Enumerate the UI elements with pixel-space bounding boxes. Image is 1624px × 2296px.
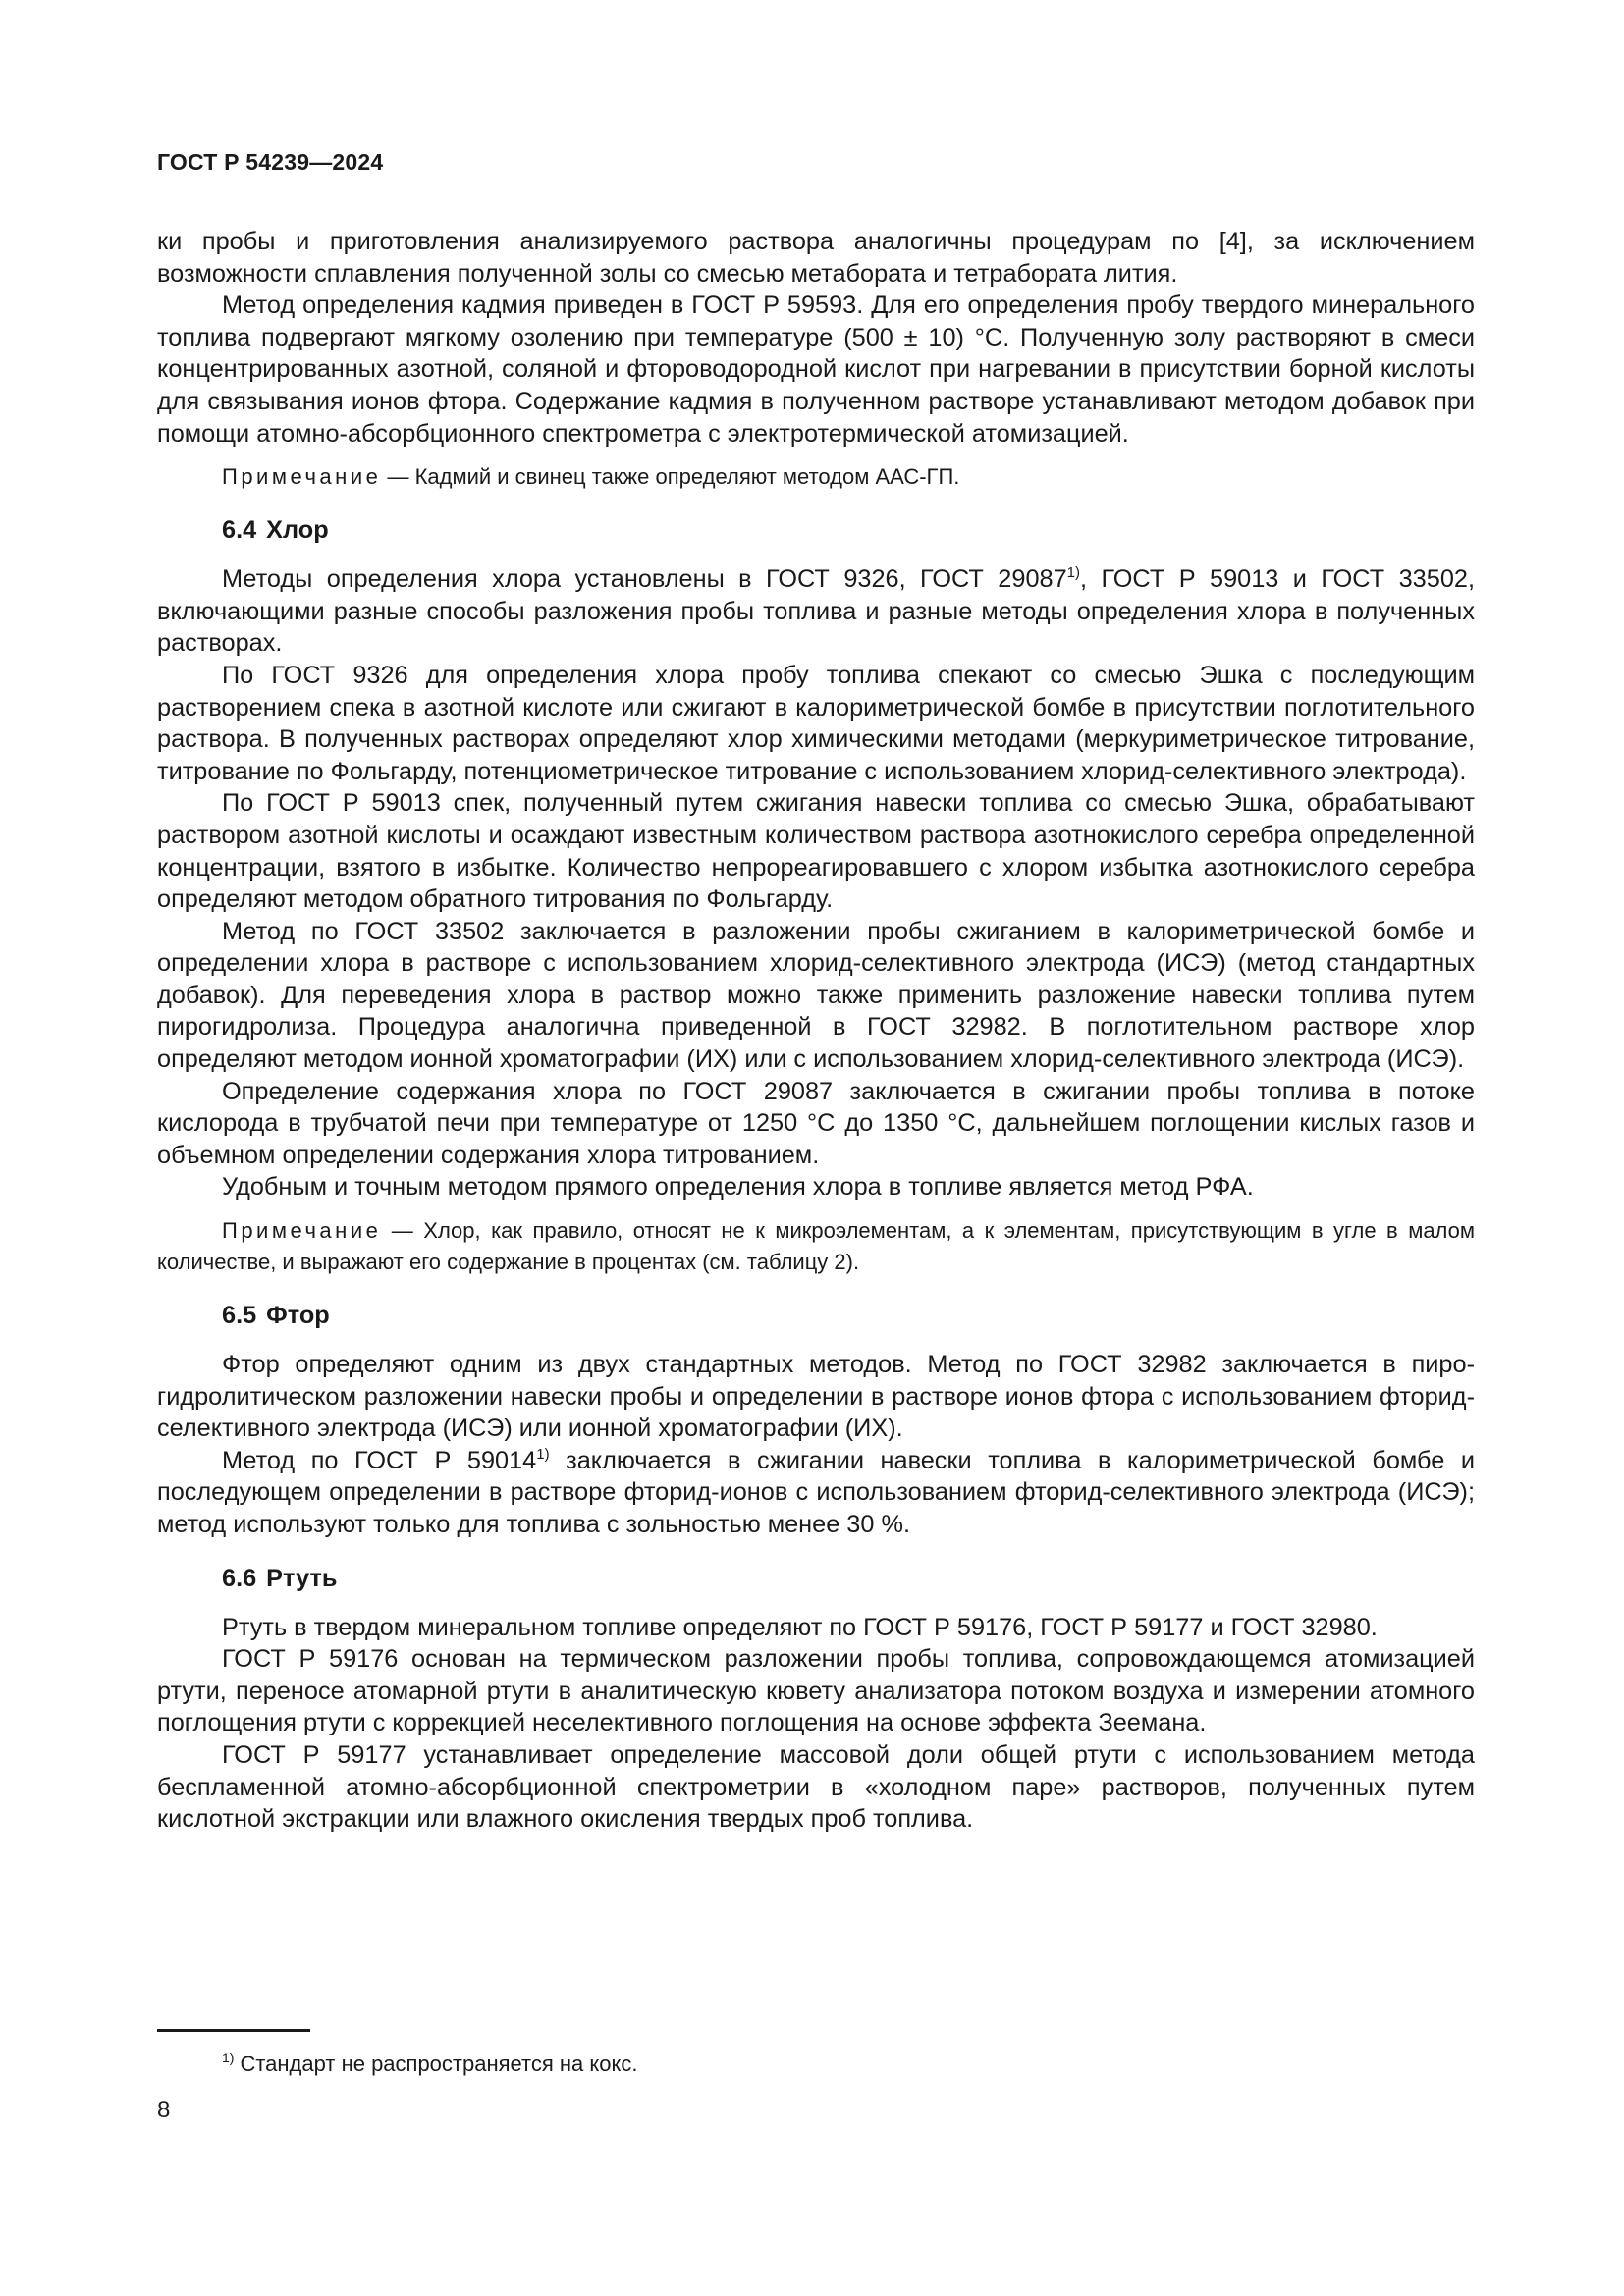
paragraph: Фтор определяют одним из двух стандартных методов. Метод по ГОСТ 32982 заключается в пирогидролитическом разложении навески пробы и определении в растворе ионов фтора с использованием фторид-селективного электрода (ИСЭ) или ионной хроматографии (ИХ). [157,1351,1475,1443]
footnote-text: Стандарт не распространяется на кокс. [240,2052,638,2076]
paragraph: Метод по ГОСТ 33502 заключается в разложении пробы сжиганием в калориметрической бомбе и определении хлора в растворе с использованием хлорид-селективного электрода (ИСЭ) (метод стандартных добавок). Для переведения хлора в раствор можно также применить разложение навески топлива путем пирогидролиза. Процедура аналогична приведенной в ГОСТ 32982. В поглотительном растворе хлор определяют методом ионной хроматографии (ИХ) или с использованием хлорид-селективного электрода (ИСЭ). [157,917,1475,1074]
text-run: Методы определения хлора установлены в ГОСТ 9326, ГОСТ 29087 [222,565,1067,594]
section-heading-6-6 [222,1563,1475,1594]
note-text: — Хлор, как правило, относят не к микроэлементам, а к элементам, присутствующим в угле в малом количестве, и выражают его содержание в процентах (см. таблицу 2). [157,1218,1475,1275]
section-title: Ртуть [266,1564,338,1592]
paragraph: ГОСТ Р 59176 основан на термическом разложении пробы топлива, сопровождающемся атомизацией ртути, переносе атомарной ртути в аналитическую кювету анализатора потоком воздуха и измерении атомного поглощения ртути с коррекцией неселективного поглощения на основе эффекта Зеемана. [157,1645,1475,1737]
section-heading-6-5 [222,1300,1475,1331]
footnote-ref: 1) [1066,564,1080,582]
text-run: , ГОСТ Р 59013 и ГОСТ 33502, включающими разные способы разложения пробы топлива и разные методы определения хлора в полученных растворах. [157,565,1475,658]
page-body [157,226,1475,1836]
paragraph: Определение содержания хлора по ГОСТ 29087 заключается в сжигании пробы топлива в потоке кислорода в трубчатой печи при температуре от 1250 °С до 1350 °С, дальнейшем поглощении кислых газов и объемном определении содержания хлора титрованием. [157,1077,1475,1169]
paragraph [157,563,1475,660]
text-run: Метод по ГОСТ Р 59014 [222,1446,537,1474]
paragraph [157,1445,1475,1541]
paragraph: По ГОСТ Р 59013 спек, полученный путем сжигания навески топлива со смесью Эшка, обрабатывают раствором азотной кислоты и осаждают известным количеством раствора азотнокислого серебра определенной концентрации, взятого в избытке. Количество непрореагировавшего с хлором избытка азотнокислого серебра определяют методом обратного титрования по Фольгарду. [157,789,1475,914]
document-header: ГОСТ Р 54239—2024 [157,149,384,175]
paragraph: Удобным и точным методом прямого определения хлора в топливе является метод РФА. [222,1173,1254,1201]
text-run: заключается в сжигании навески топлива в калориметрической бомбе и последующем определении в растворе фторид-ионов с использованием фторид-селективного электрода (ИСЭ); метод используют только для топлива с зольностью менее 30 %. [157,1446,1475,1538]
section-number: 6.5 [222,1302,257,1330]
note [157,461,1475,493]
section-number: 6.6 [222,1564,257,1592]
paragraph: ки пробы и приготовления анализируемого раствора аналогичны процедурам по [4], за исключением возможности сплавления полученной золы со смесью метабората и тетрабората лития. [157,228,1475,288]
section-heading-6-4 [222,514,1475,546]
paragraph: Ртуть в твердом минеральном топливе определяют по ГОСТ Р 59176, ГОСТ Р 59177 и ГОСТ 32980. [222,1613,1378,1641]
note [157,1215,1475,1278]
paragraph: Метод определения кадмия приведен в ГОСТ Р 59593. Для его определения пробу твердого минерального топлива подвергают мягкому озолению при температуре (500 ± 10) °С. Полученную золу растворяют в смеси концентрированных азотной, соляной и фтороводородной кислот при нагревании в присутствии борной кислоты для связывания ионов фтора. Содержание кадмия в полученном растворе устанавливают методом добавок при помощи атомно-абсорбционного спектрометра с электротермической атомизацией. [157,292,1475,448]
footnote-mark: 1) [222,2050,235,2065]
note-label: Примечание [222,464,382,490]
paragraph: ГОСТ Р 59177 устанавливает определение массовой доли общей ртути с использованием метода беспламенной атомно-абсорбционной спектрометрии в «холодном паре» растворов, полученных путем кислотной экстракции или влажного окисления твердых проб топлива. [157,1740,1475,1834]
paragraph: По ГОСТ 9326 для определения хлора пробу топлива спекают со смесью Эшка с последующим растворением спека в азотной кислоте или сжигают в калориметрической бомбе в присутствии поглотительного раствора. В полученных растворах определяют хлор химическими методами (меркуриметрическое титрование, титрование по Фольгарду, потенциометрическое титрование с использованием хлорид-селективного электрода). [157,661,1475,785]
footnote-divider [157,2029,310,2032]
section-title: Фтор [266,1302,330,1330]
footnote-ref: 1) [536,1445,550,1463]
note-text: — Кадмий и свинец также определяют методом ААС-ГП. [381,464,960,490]
footnote [222,2050,637,2079]
section-title: Хлор [266,516,329,545]
page-number: 8 [157,2097,171,2123]
section-number: 6.4 [222,516,257,545]
note-label: Примечание [222,1218,382,1244]
